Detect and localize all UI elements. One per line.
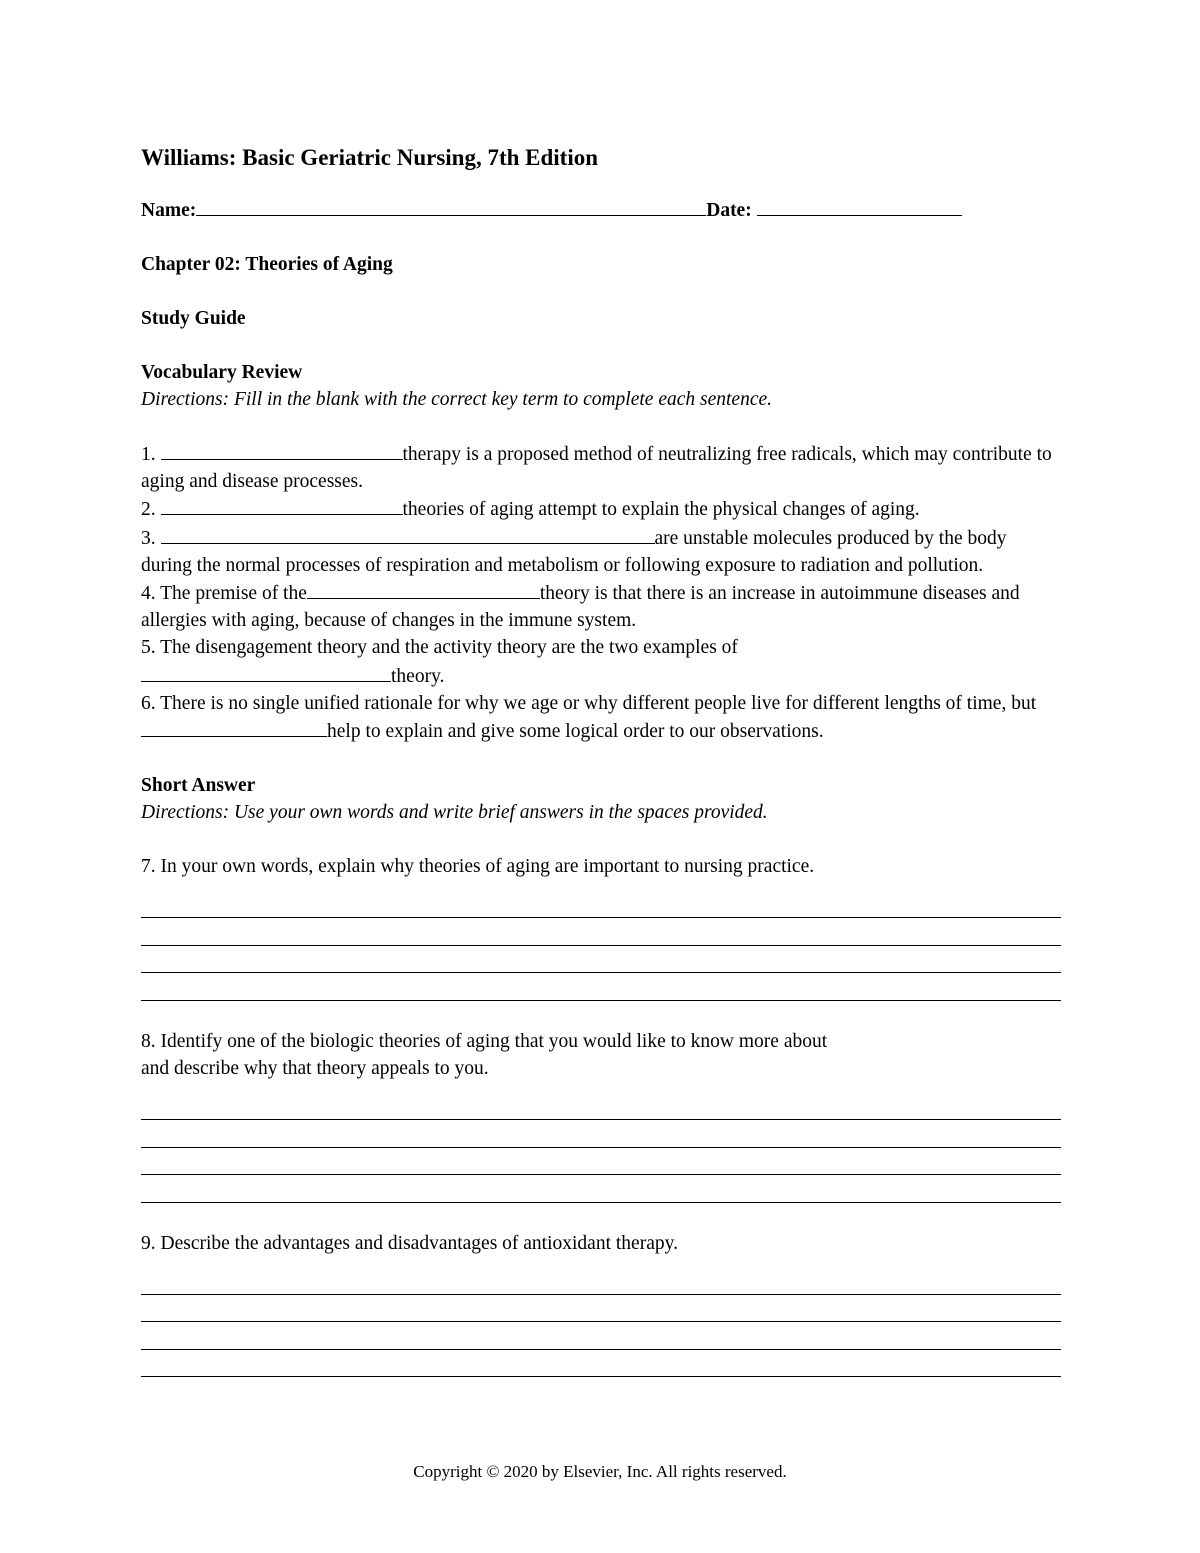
vocab-item-4-text: theory is that there is an increase in autoimmune diseases and allergies with aging, because of changes in the immune system. [141,583,1020,632]
vocab-blank-4[interactable] [307,579,540,599]
question-8 [141,1028,1061,1083]
vocabulary-directions: Directions: Fill in the blank with the correct key term to complete each sentence. [141,389,773,410]
question-7: 7. In your own words, explain why theories of aging are important to nursing practice. [141,856,815,878]
name-blank[interactable] [196,196,706,216]
chapter-heading: Chapter 02: Theories of Aging [141,254,393,275]
answer-lines-7 [141,891,1061,1001]
vocab-item-2-text: theories of aging attempt to explain the physical changes of aging. [402,499,920,521]
vocab-item-2-prefix: 2. [141,499,161,521]
vocab-item-3-prefix: 3. [141,527,161,549]
question-8-line-2: and describe why that theory appeals to you. [141,1058,489,1080]
answer-line[interactable] [141,1350,1061,1378]
name-date-row [141,196,1061,224]
vocab-item-5 [141,634,1061,689]
question-8-line-1: 8. Identify one of the biologic theories of aging that you would like to know more about [141,1030,828,1052]
answer-line[interactable] [141,1120,1061,1148]
answer-line[interactable] [141,1175,1061,1203]
answer-line[interactable] [141,1093,1061,1121]
vocab-item-1 [141,440,1061,495]
vocab-item-6-text: help to explain and give some logical order to our observations. [327,721,824,743]
vocab-blank-1[interactable] [161,440,403,460]
vocab-item-3-text: are unstable molecules produced by the body during the normal processes of respiration and metabolism or following exposure to radiation and pollution. [141,527,1007,576]
short-answer-heading: Short Answer [141,775,256,797]
answer-lines-8 [141,1093,1061,1203]
answer-line[interactable] [141,891,1061,919]
vocab-item-6 [141,690,1061,745]
vocab-blank-3[interactable] [161,524,655,544]
vocabulary-heading: Vocabulary Review [141,362,303,383]
vocab-item-2 [141,495,1061,523]
vocab-item-4 [141,579,1061,634]
answer-lines-9 [141,1267,1061,1377]
short-answer-directions: Directions: Use your own words and write brief answers in the spaces provided. [141,802,768,824]
date-label: Date: [706,200,752,221]
name-label: Name: [141,200,197,221]
study-guide-heading: Study Guide [141,308,246,329]
vocab-item-3 [141,524,1061,579]
vocabulary-items [141,440,1061,745]
date-blank[interactable] [757,196,962,216]
answer-line[interactable] [141,1148,1061,1176]
vocab-item-5-text: theory. [391,665,445,687]
answer-line[interactable] [141,1295,1061,1323]
vocab-item-5-prefix: 5. The disengagement theory and the activity theory are the two examples of [141,637,738,659]
vocab-item-4-prefix: 4. The premise of the [141,583,307,605]
answer-line[interactable] [141,1267,1061,1295]
answer-line[interactable] [141,918,1061,946]
copyright-footer: Copyright © 2020 by Elsevier, Inc. All rights reserved. [413,1462,787,1481]
worksheet-page [141,140,1061,1377]
vocab-item-1-prefix: 1. [141,444,161,465]
vocab-blank-2[interactable] [161,495,403,515]
vocab-item-1-text: therapy is a proposed method of neutralizing free radicals, which may contribute to aging and disease processes. [141,444,1052,493]
vocab-item-6-prefix: 6. There is no single unified rationale for why we age or why different people live for different lengths of time, but [141,692,1037,714]
answer-line[interactable] [141,1322,1061,1350]
question-9: 9. Describe the advantages and disadvantages of antioxidant therapy. [141,1232,678,1254]
answer-line[interactable] [141,973,1061,1001]
vocab-blank-5[interactable] [141,662,391,682]
document-title: Williams: Basic Geriatric Nursing, 7th Edition [141,145,599,170]
answer-line[interactable] [141,946,1061,974]
vocab-blank-6[interactable] [141,717,327,737]
